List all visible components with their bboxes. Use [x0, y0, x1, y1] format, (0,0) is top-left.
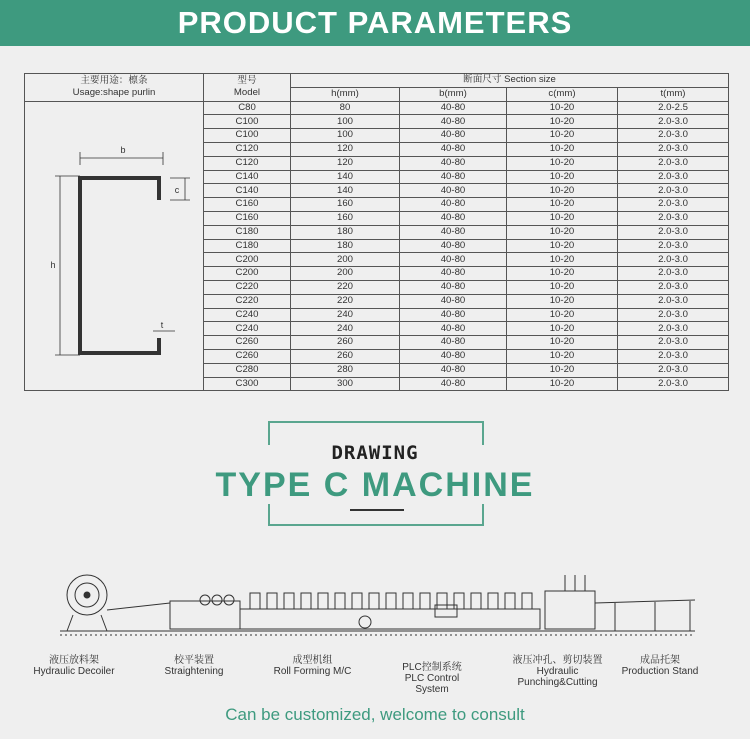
- cell-h: 140: [291, 184, 400, 198]
- page-title: PRODUCT PARAMETERS: [177, 5, 573, 40]
- machine-stage-label: [388, 662, 476, 695]
- stage-cn: 液压冲孔、剪切装置: [512, 655, 603, 666]
- stage-cn: 校平装置: [174, 655, 214, 666]
- cell-t: 2.0-3.0: [618, 225, 729, 239]
- roll-stand: [386, 593, 396, 609]
- cell-model: C160: [204, 198, 291, 212]
- cell-b: 40-80: [400, 349, 507, 363]
- cell-model: C240: [204, 308, 291, 322]
- cell-b: 40-80: [400, 377, 507, 391]
- cell-t: 2.0-3.0: [618, 294, 729, 308]
- cell-model: C240: [204, 322, 291, 336]
- table-row: [25, 101, 729, 115]
- c-profile-drawing: [25, 101, 204, 391]
- cell-c: 10-20: [507, 267, 618, 281]
- cell-b: 40-80: [400, 280, 507, 294]
- roll-stand: [318, 593, 328, 609]
- cell-c: 10-20: [507, 225, 618, 239]
- cell-c: 10-20: [507, 142, 618, 156]
- cell-h: 240: [291, 322, 400, 336]
- cell-h: 180: [291, 239, 400, 253]
- machine-stage-label: [265, 655, 360, 677]
- roll-stand: [301, 593, 311, 609]
- drawing-frame-bottom: [268, 504, 484, 526]
- roll-stand: [420, 593, 430, 609]
- roll-stand: [267, 593, 277, 609]
- stage-cn: 液压放料架: [49, 655, 99, 666]
- cell-c: 10-20: [507, 363, 618, 377]
- machine-line-diagram: [55, 565, 705, 647]
- drawing-label: DRAWING: [331, 442, 419, 464]
- cell-model: C200: [204, 267, 291, 281]
- cell-c: 10-20: [507, 280, 618, 294]
- cell-t: 2.0-3.0: [618, 239, 729, 253]
- cell-b: 40-80: [400, 294, 507, 308]
- cell-b: 40-80: [400, 253, 507, 267]
- cell-model: C260: [204, 349, 291, 363]
- stage-en: Hydraulic Decoiler: [33, 666, 115, 677]
- stage-en: Straightening: [164, 666, 224, 677]
- cell-model: C200: [204, 253, 291, 267]
- cell-h: 160: [291, 211, 400, 225]
- cell-c: 10-20: [507, 294, 618, 308]
- usage-cn: 主要用途：檩条: [80, 74, 148, 86]
- cell-c: 10-20: [507, 156, 618, 170]
- usage-header: [25, 74, 204, 102]
- cell-t: 2.0-3.0: [618, 170, 729, 184]
- cell-c: 10-20: [507, 349, 618, 363]
- col-b-header: b(mm): [400, 87, 507, 101]
- title-underline: [350, 509, 404, 511]
- model-cn: 型号: [237, 74, 257, 86]
- cell-model: C80: [204, 101, 291, 115]
- stage-en: Roll Forming M/C: [273, 666, 352, 677]
- cell-b: 40-80: [400, 239, 507, 253]
- cell-model: C220: [204, 294, 291, 308]
- roll-stand: [352, 593, 362, 609]
- model-header: [204, 74, 291, 102]
- roll-stand: [471, 593, 481, 609]
- stage-cn: 成品托架: [640, 655, 680, 666]
- cell-t: 2.0-3.0: [618, 308, 729, 322]
- stage-en: Hydraulic Punching&Cutting: [517, 666, 598, 688]
- cell-h: 120: [291, 142, 400, 156]
- stage-en: Production Stand: [621, 666, 699, 677]
- cell-model: C300: [204, 377, 291, 391]
- cell-b: 40-80: [400, 322, 507, 336]
- cell-t: 2.0-3.0: [618, 336, 729, 350]
- cell-h: 200: [291, 267, 400, 281]
- cell-h: 120: [291, 156, 400, 170]
- cell-b: 40-80: [400, 267, 507, 281]
- cell-b: 40-80: [400, 115, 507, 129]
- cell-t: 2.0-3.0: [618, 156, 729, 170]
- cell-t: 2.0-3.0: [618, 142, 729, 156]
- cell-c: 10-20: [507, 170, 618, 184]
- cell-model: C260: [204, 336, 291, 350]
- cell-h: 180: [291, 225, 400, 239]
- cell-c: 10-20: [507, 129, 618, 143]
- cell-c: 10-20: [507, 184, 618, 198]
- dim-t-label: t: [160, 320, 164, 331]
- cell-h: 240: [291, 308, 400, 322]
- roll-stand: [403, 593, 413, 609]
- cell-b: 40-80: [400, 363, 507, 377]
- cell-t: 2.0-3.0: [618, 322, 729, 336]
- cell-model: C100: [204, 129, 291, 143]
- cell-b: 40-80: [400, 336, 507, 350]
- cell-c: 10-20: [507, 253, 618, 267]
- stage-cn: PLC控制系统: [402, 662, 462, 673]
- dim-c-label: c: [174, 185, 180, 196]
- cell-h: 200: [291, 253, 400, 267]
- cell-h: 160: [291, 198, 400, 212]
- cell-model: C180: [204, 239, 291, 253]
- cell-model: C100: [204, 115, 291, 129]
- usage-en: Usage:shape purlin: [72, 87, 156, 99]
- machine-stage-label: [150, 655, 238, 677]
- cell-t: 2.0-3.0: [618, 184, 729, 198]
- roll-stand: [250, 593, 260, 609]
- cell-h: 100: [291, 115, 400, 129]
- section-size-header: 断面尺寸 Section size: [291, 74, 729, 88]
- machine-title: TYPE C MACHINE: [215, 466, 535, 504]
- cell-model: C280: [204, 363, 291, 377]
- cell-model: C120: [204, 156, 291, 170]
- cell-b: 40-80: [400, 170, 507, 184]
- cell-h: 100: [291, 129, 400, 143]
- cell-t: 2.0-3.0: [618, 198, 729, 212]
- cell-model: C120: [204, 142, 291, 156]
- cell-model: C140: [204, 170, 291, 184]
- cell-h: 260: [291, 336, 400, 350]
- roll-stand: [522, 593, 532, 609]
- cell-c: 10-20: [507, 308, 618, 322]
- cell-t: 2.0-3.0: [618, 253, 729, 267]
- consult-tagline: Can be customized, welcome to consult: [225, 705, 525, 724]
- machine-stage-label: [30, 655, 118, 677]
- cell-h: 260: [291, 349, 400, 363]
- cell-t: 2.0-3.0: [618, 129, 729, 143]
- cell-h: 280: [291, 363, 400, 377]
- cell-b: 40-80: [400, 211, 507, 225]
- roll-stand: [335, 593, 345, 609]
- cell-c: 10-20: [507, 336, 618, 350]
- cell-c: 10-20: [507, 377, 618, 391]
- machine-stage-label: [505, 655, 610, 688]
- dim-h-label: h: [50, 260, 56, 271]
- cell-t: 2.0-3.0: [618, 280, 729, 294]
- cell-b: 40-80: [400, 184, 507, 198]
- cell-b: 40-80: [400, 129, 507, 143]
- cell-h: 140: [291, 170, 400, 184]
- cell-b: 40-80: [400, 198, 507, 212]
- dim-b-label: b: [120, 145, 126, 156]
- cell-c: 10-20: [507, 239, 618, 253]
- roll-stand: [369, 593, 379, 609]
- cell-c: 10-20: [507, 101, 618, 115]
- cell-model: C180: [204, 225, 291, 239]
- model-en: Model: [233, 87, 261, 99]
- cell-h: 220: [291, 294, 400, 308]
- cell-b: 40-80: [400, 101, 507, 115]
- cell-h: 300: [291, 377, 400, 391]
- cell-h: 80: [291, 101, 400, 115]
- cell-t: 2.0-3.0: [618, 377, 729, 391]
- cell-t: 2.0-3.0: [618, 211, 729, 225]
- roll-stand: [437, 593, 447, 609]
- cell-c: 10-20: [507, 115, 618, 129]
- cell-model: C160: [204, 211, 291, 225]
- cell-t: 2.0-3.0: [618, 267, 729, 281]
- cell-t: 2.0-3.0: [618, 115, 729, 129]
- col-c-header: c(mm): [507, 87, 618, 101]
- cell-b: 40-80: [400, 142, 507, 156]
- cell-c: 10-20: [507, 211, 618, 225]
- cell-model: C220: [204, 280, 291, 294]
- parameters-table: [24, 73, 729, 391]
- col-h-header: h(mm): [291, 87, 400, 101]
- roll-stand: [284, 593, 294, 609]
- roll-stand: [488, 593, 498, 609]
- cell-h: 220: [291, 280, 400, 294]
- roll-stand: [505, 593, 515, 609]
- stage-en: PLC Control System: [404, 673, 460, 695]
- cell-c: 10-20: [507, 198, 618, 212]
- roll-stand: [454, 593, 464, 609]
- cell-t: 2.0-3.0: [618, 349, 729, 363]
- stage-cn: 成型机组: [292, 655, 333, 666]
- cell-c: 10-20: [507, 322, 618, 336]
- cell-b: 40-80: [400, 156, 507, 170]
- cell-b: 40-80: [400, 225, 507, 239]
- cell-t: 2.0-2.5: [618, 101, 729, 115]
- col-t-header: t(mm): [618, 87, 729, 101]
- cell-b: 40-80: [400, 308, 507, 322]
- cell-t: 2.0-3.0: [618, 363, 729, 377]
- cell-model: C140: [204, 184, 291, 198]
- machine-stage-label: [620, 655, 700, 677]
